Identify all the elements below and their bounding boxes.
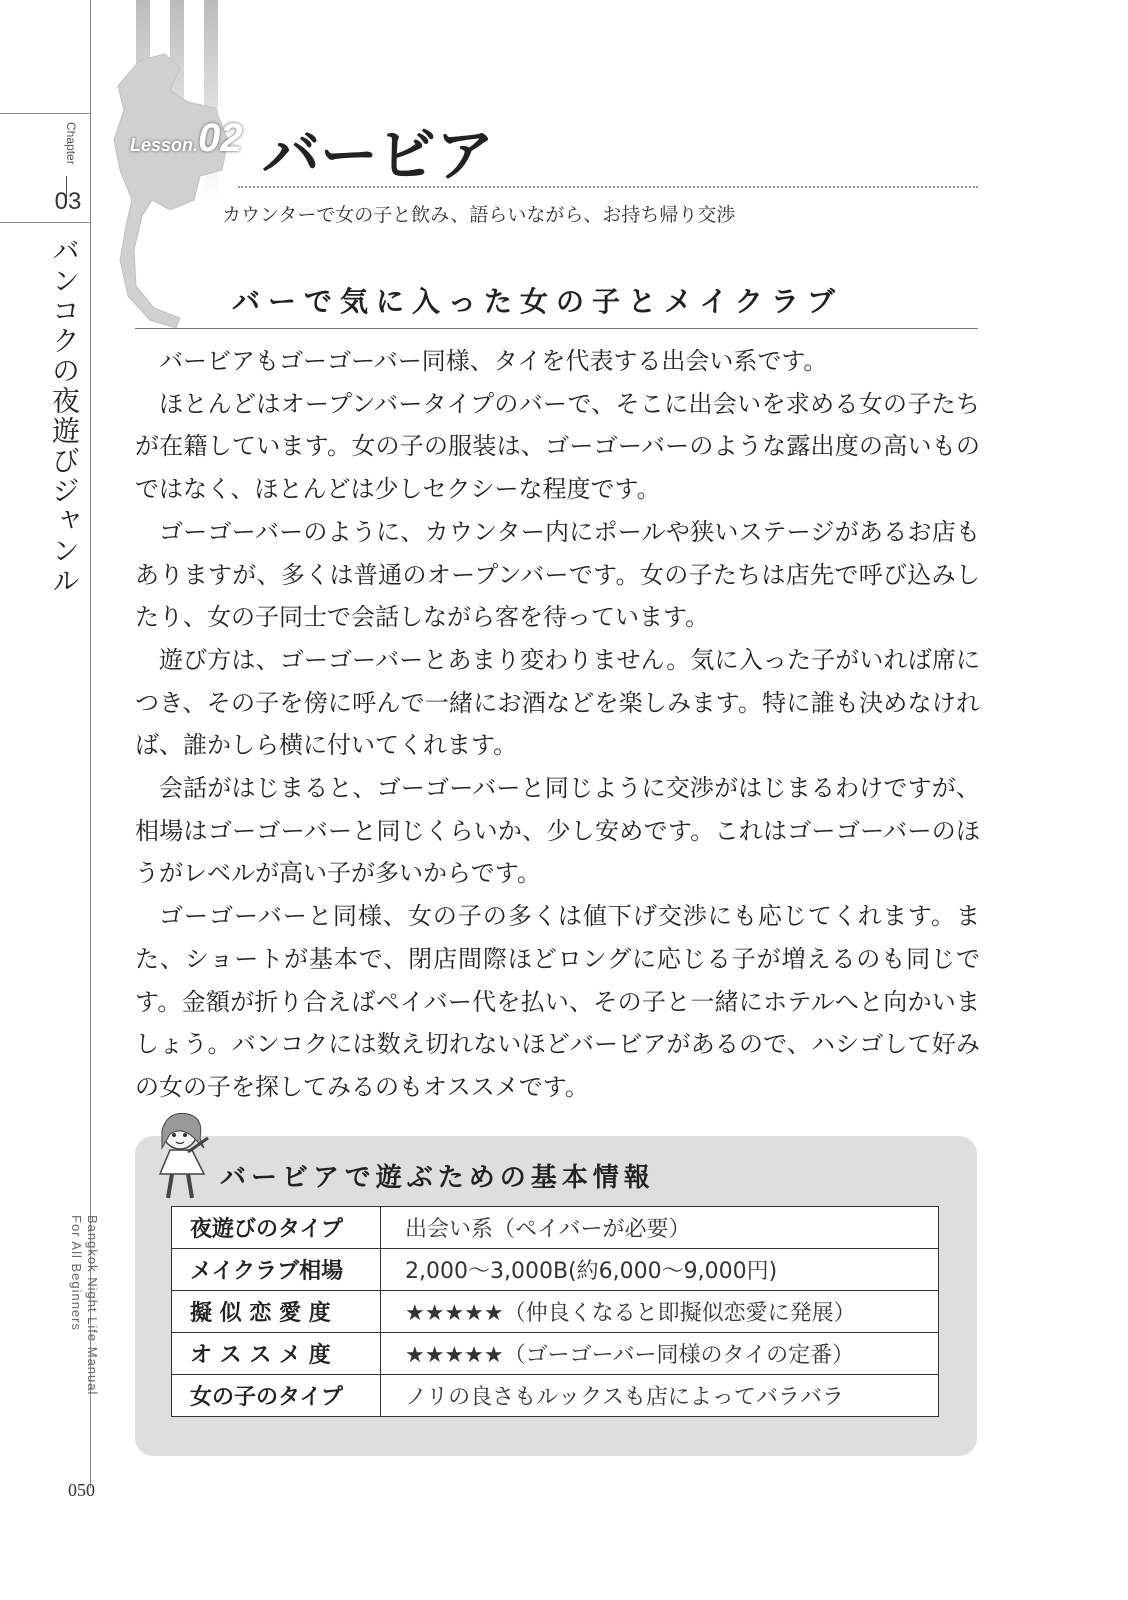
body-text [135,340,980,1109]
paragraph: ゴーゴーバーのように、カウンター内にポールや狭いステージがあるお店もありますが、多くは普通のオープンバーです。女の子たちは店先で呼び込みしたり、女の子同士で会話しながら客を待っています。 [135,517,980,632]
table-row [172,1333,939,1375]
table-row [172,1249,939,1291]
chapter-label: Chapter [64,122,78,165]
paragraph: ほとんどはオープンバータイプのバーで、そこに出会いを求める女の子たちが在籍しています。女の子の服装は、ゴーゴーバーのような露出度の高いものではなく、ほとんどは少しセクシーな程度です。 [135,389,980,504]
row-label: 女の子のタイプ [172,1375,381,1417]
lesson-number: 02 [198,116,243,160]
row-value: ★★★★★（ゴーゴーバー同様のタイの定番） [381,1333,939,1375]
row-label: 夜遊びのタイプ [172,1207,381,1249]
lesson-badge [130,116,243,161]
thailand-map-icon [110,50,230,330]
row-label: メイクラブ相場 [172,1249,381,1291]
table-row [172,1291,939,1333]
table-row [172,1375,939,1417]
lesson-word: Lesson. [130,135,199,155]
title-dotted-rule [238,186,978,188]
row-label: 擬 似 恋 愛 度 [172,1291,381,1333]
row-value: ★★★★★（仲良くなると即擬似恋愛に発展） [381,1291,939,1333]
table-row [172,1207,939,1249]
book-title [60,1215,100,1455]
lesson-subtitle: カウンターで女の子と飲み、語らいながら、お持ち帰り交渉 [222,204,736,226]
chapter-rule-bottom [0,222,91,223]
chapter-number: 03 [54,188,82,215]
row-value: 出会い系（ペイバーが必要） [381,1207,939,1249]
paragraph: ゴーゴーバーと同様、女の子の多くは値下げ交渉にも応じてくれます。また、ショートが基本で、閉店間際ほどロングに応じる子が増えるのも同じです。金額が折り合えばペイバー代を払い、その子と一緒にホテルへと向かいましょう。バンコクには数え切れないほどバービアがあるので、ハシゴして好みの女の子を探してみるのもオススメです。 [135,902,980,1101]
paragraph: 遊び方は、ゴーゴーバーとあまり変わりません。気に入った子がいれば席につき、その子を傍に呼んで一緒にお酒などを楽しみます。特に誰も決めなければ、誰かしら横に付いてくれます。 [135,645,980,760]
chapter-title: バンコクの夜遊びジャンル [48,236,81,596]
paragraph: バービアもゴーゴーバー同様、タイを代表する出会い系です。 [159,347,828,375]
section-heading: バーで気に入った女の子とメイクラブ [232,285,843,318]
book-title-line1: Bangkok Night Life Manual [85,1215,100,1396]
paragraph: 会話がはじまると、ゴーゴーバーと同じように交渉がはじまるわけですが、相場はゴーゴーバーと同じくらいか、少し安めです。これはゴーゴーバーのほうがレベルが高い子が多いからです。 [135,774,980,888]
row-value: 2,000〜3,000B(約6,000〜9,000円) [381,1249,939,1291]
info-table [171,1206,939,1417]
page-number: 050 [68,1480,95,1500]
info-box-title: バービアで遊ぶための基本情報 [220,1163,655,1193]
mascot-girl-icon [148,1108,220,1204]
chapter-rule-top [0,113,91,114]
lesson-title: バービア [262,121,495,189]
book-title-line2: For All Beginners [69,1215,84,1331]
row-value: ノリの良さもルックスも店によってバラバラ [381,1375,939,1417]
row-label: オ ス ス メ 度 [172,1333,381,1375]
section-rule [135,328,978,329]
